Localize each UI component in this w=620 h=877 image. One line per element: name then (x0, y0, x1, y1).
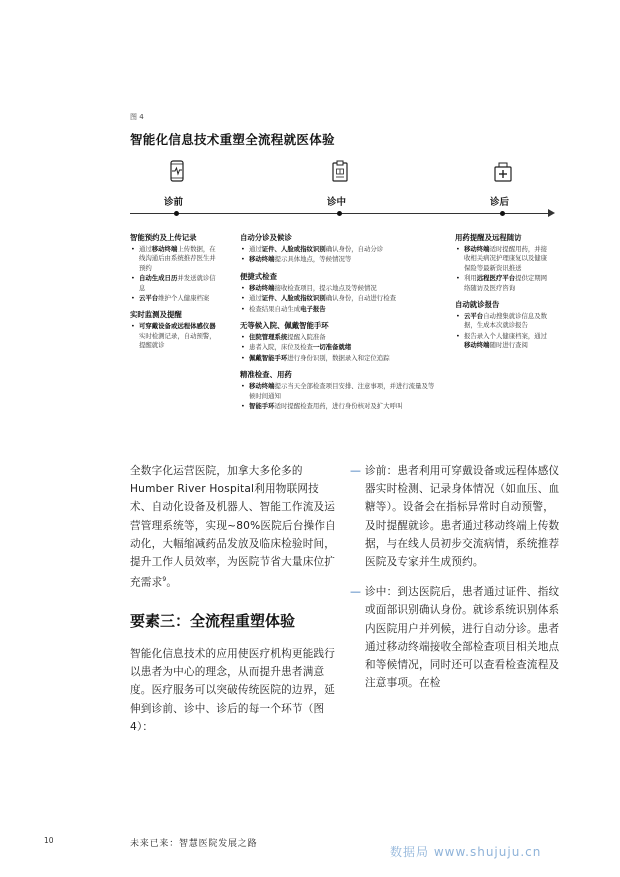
bold-term: 住院管理系统 (249, 333, 288, 342)
text-segment: 维护个人健康档案 (158, 294, 210, 303)
text-segment: 通过 (139, 245, 152, 253)
figure-bullet-item (455, 274, 551, 293)
text-segment: 通过 (249, 245, 262, 253)
bold-term: 证件、人脸或指纹识别 (261, 294, 326, 303)
figure-bullet-list (240, 245, 438, 265)
timeline-dot-after (500, 211, 505, 216)
bold-term: 智能手环 (249, 402, 275, 411)
figure-bullet-item (240, 354, 438, 363)
running-footer: 未来已来：智慧医院发展之路 (130, 839, 258, 849)
figure-bullet-item (130, 322, 222, 350)
column-after (455, 233, 551, 358)
figure-section-heading: 自动就诊报告 (455, 300, 500, 310)
bold-term: 移动终端 (249, 283, 275, 292)
body-paragraph-2: 智能化信息技术的应用使医疗机构更能践行以患者为中心的理念，从而提升患者满意度。医疗服务可以突破传统医院的边界，延伸到诊前、诊中、诊后的每一个环节（图4）： (130, 647, 336, 733)
figure-bullet-item (240, 333, 438, 342)
text-segment: 提醒入院准备 (287, 333, 326, 342)
stage-item-during (350, 583, 560, 692)
text-segment: 报告录入个人健康档案，通过 (464, 331, 548, 340)
figure-bullet-list (130, 245, 222, 303)
text-segment: 患者入院，床位及检查 (249, 343, 313, 352)
footnote-ref: 9 (162, 576, 167, 584)
bold-term: 移动终端 (464, 341, 490, 350)
figure-bullet-item (130, 245, 222, 273)
bold-term: 电子报告 (300, 304, 326, 313)
body-paragraph-1: 全数字化运营医院，加拿大多伦多的Humber River Hospital利用物联网技术、自动化设备及机器人、智能工作流及运营管理系统等，实现~80%医院后台操作自动化，大幅缩减药品发放及临床检验时间，提升工作人员效率，为医院节省大量床位扩充需求$^9$。 (130, 465, 336, 589)
dash-marker: — (350, 464, 361, 477)
text-segment: 适时提醒检查用药，进行身份核对及扩大呼叫 (274, 402, 403, 411)
text-segment: 随时进行查阅 (489, 341, 528, 350)
stage-label-before: 诊前 (164, 197, 184, 208)
timeline-dot-during (337, 211, 342, 216)
page-number: 10 (44, 836, 54, 845)
figure-bullet-item (240, 402, 438, 411)
figure-section-heading: 用药提醒及远程随访 (455, 233, 522, 242)
figure-section-heading: 精准检查、用药 (240, 370, 292, 380)
timeline-dot-before (174, 211, 179, 216)
column-during (240, 233, 438, 418)
figure-bullet-item (240, 294, 438, 303)
figure-section-heading: 实时监测及提醒 (130, 310, 182, 320)
text-segment: 适时提醒用药，并接收相关病况护理康复以及健康保险等最新资讯推送 (464, 245, 548, 272)
stage-label-during: 诊中 (327, 197, 347, 208)
text-segment: 检查结果自动生成 (249, 304, 301, 313)
figure-section-heading: 智能预约及上传记录 (130, 233, 197, 242)
bold-term: 移动终端 (249, 382, 275, 391)
text-segment: 自动搜集就诊信息及数据，生成本次就诊报告 (464, 312, 548, 330)
figure-bullet-item (240, 255, 438, 264)
figure-bullet-list (455, 312, 551, 351)
figure-bullet-item (455, 312, 551, 331)
text-segment: 提示具体地点，等候情况等 (274, 255, 352, 264)
bold-term: 云平台 (139, 294, 159, 303)
figure-bullet-item (130, 294, 222, 303)
text-segment: 确认身份，自动进行检查 (325, 294, 396, 303)
figure-bullet-list (130, 322, 222, 350)
figure-bullet-item (455, 245, 551, 273)
figure-bullet-item (455, 332, 551, 351)
figure-label: 图 4 (130, 113, 144, 121)
figure-bullet-list (240, 382, 438, 411)
bold-term: 移动终端 (151, 245, 178, 253)
text-segment: 利用 (464, 274, 477, 283)
watermark: 数据局 www.shujuju.cn (390, 845, 542, 859)
text-segment: 通过 (249, 294, 262, 303)
text-segment: 接收检查项目，提示地点及等候情况 (274, 283, 377, 292)
text-segment: 确认身份，自动分诊 (325, 245, 384, 253)
column-before (130, 233, 222, 358)
bold-term: 自动生成日历 (139, 274, 178, 283)
figure-bullet-list (455, 245, 551, 293)
figure-bullet-list (240, 333, 438, 363)
figure-bullet-item (240, 343, 438, 352)
body-right (350, 462, 560, 692)
text-segment: 实时检测记录，自动预警，提醒就诊 (139, 331, 216, 350)
figure-section-heading: 便捷式检查 (240, 271, 277, 281)
bold-term: 移动终端 (464, 245, 490, 253)
bold-term: 佩戴智能手环 (249, 353, 288, 362)
body-left (130, 462, 338, 736)
figure-section-heading: 无等候入院、佩戴智能手环 (240, 321, 329, 331)
figure-bullet-item (130, 274, 222, 293)
bold-term: 一切准备就绪 (312, 343, 352, 352)
figure-bullet-list (240, 284, 438, 314)
timeline-arrow (548, 209, 555, 217)
figure-bullet-item (240, 382, 438, 401)
section-heading: 要素三：全流程重塑体验 (130, 611, 296, 630)
stage-text-before: 诊前：患者利用可穿戴设备或远程体感仪器实时检测、记录身体情况（如血压、血糖等）。设备会在指标异常时自动预警，及时提醒就诊。患者通过移动终端上传数据，与在线人员初步交流病情，系统推荐医院及专家并生成预约。 (365, 465, 560, 569)
smartphone-icon (167, 160, 187, 182)
text-segment: 提供定期网络随访及医疗咨询 (464, 274, 548, 292)
dash-marker: — (350, 585, 361, 599)
text-segment: 上传数据，在线沟通后由系统推荐医生并预约 (139, 245, 216, 272)
figure-bullet-item (240, 245, 438, 254)
stage-item-before (350, 462, 560, 571)
text-segment: 并发送就诊信息 (139, 274, 216, 292)
figure-bullet-item (240, 305, 438, 314)
bold-term: 云平台 (464, 312, 484, 321)
bold-term: 可穿戴设备或远程体感仪器 (139, 322, 216, 331)
text-segment: 提示当天全部检查项目安排、注意事项，并进行流量及等候时间通知 (249, 382, 435, 400)
stage-label-after: 诊后 (490, 197, 510, 208)
figure-title: 智能化信息技术重塑全流程就医体验 (130, 132, 335, 147)
figure-section-heading: 自动分诊及候诊 (240, 233, 292, 242)
text-segment: 进行身份识别，数据录入和定位追踪 (287, 353, 390, 362)
bold-term: 证件、人脸或指纹识别 (261, 245, 326, 253)
figure-bullet-item (240, 284, 438, 293)
medical-kit-icon (493, 160, 513, 182)
bold-term: 远程医疗平台 (476, 274, 516, 283)
bold-term: 移动终端 (249, 255, 275, 264)
stage-text-during: 诊中：到达医院后，患者通过证件、指纹或面部识别确认身份。就诊系统识别体系内医院用户并列候，进行自动分诊。患者通过移动终端接收全部检查项目相关地点和等候情况，同时还可以查看检查流程及注意事项。在检 (365, 586, 560, 690)
clipboard-icon (330, 160, 350, 182)
